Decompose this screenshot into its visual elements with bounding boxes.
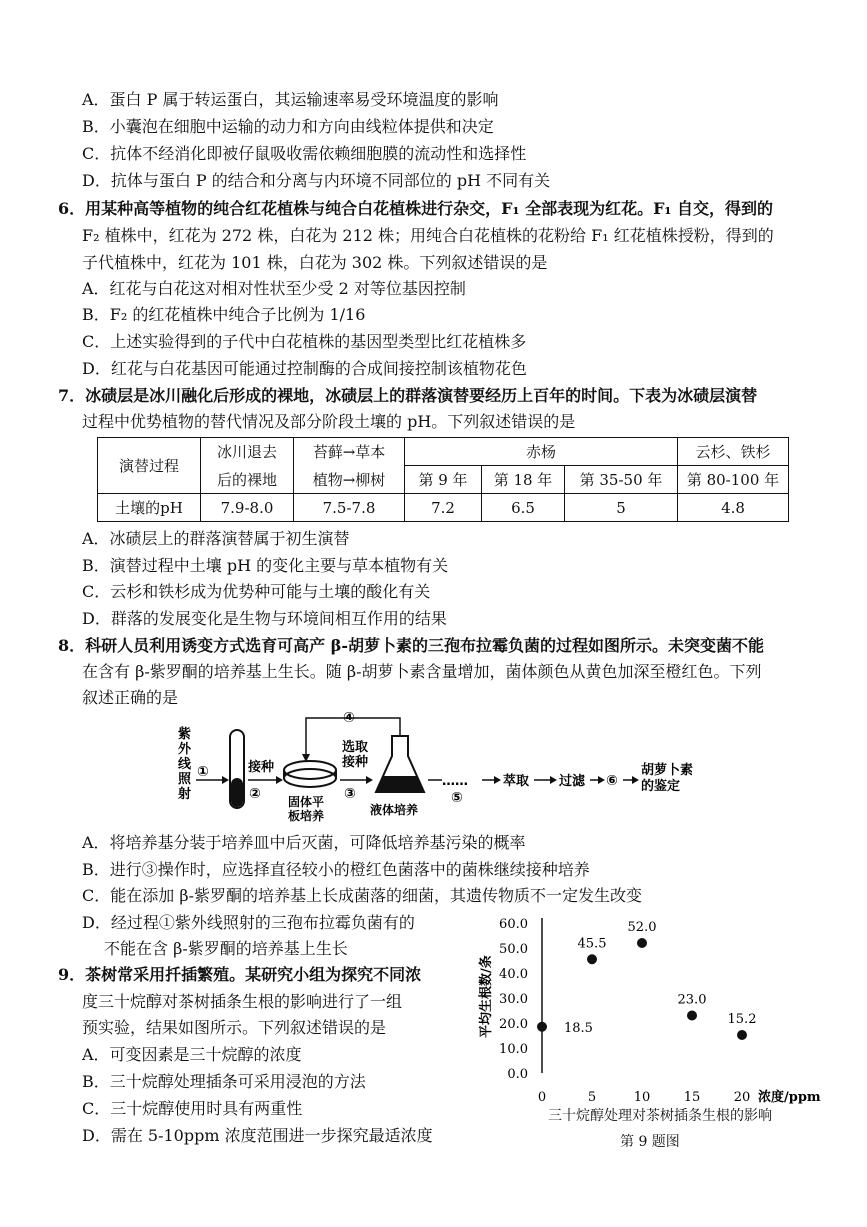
- uv-label-4: 照: [178, 772, 192, 787]
- table-ph-4: 6.5: [482, 494, 565, 522]
- q9-stem-3: 预实验，结果如图所示。下列叙述错误的是: [82, 1018, 387, 1037]
- table-ph-6: 4.8: [678, 494, 789, 522]
- q6-option-d: D．红花与白花基因可能通过控制酶的合成间接控制该植物花色: [82, 359, 527, 378]
- arrow-5b-head: [494, 776, 501, 784]
- select-label-2: 接种: [342, 755, 369, 770]
- table-group-alder: 赤杨: [405, 438, 678, 466]
- uv-label-3: 线: [178, 757, 192, 772]
- q5-option-b: B．小囊泡在细胞中运输的动力和方向由线粒体提供和决定: [82, 117, 494, 136]
- figure-number: 第 9 题图: [620, 1134, 680, 1150]
- q8-option-c: C．能在添加 β-紫罗酮的培养基上长成菌落的细菌，其遗传物质不一定发生改变: [82, 886, 642, 905]
- q7-option-c: C．云杉和铁杉成为优势种可能与土壤的酸化有关: [82, 582, 431, 601]
- q7-stem-1: 7．冰碛层是冰川融化后形成的裸地，冰碛层上的群落演替要经历上百年的时间。下表为冰碛层演替: [58, 386, 758, 405]
- arrow-7-head: [598, 776, 605, 784]
- x-tick-label: 10: [633, 1090, 651, 1105]
- select-label-1: 选取: [342, 740, 369, 755]
- data-label: 23.0: [677, 992, 707, 1008]
- data-point: [587, 954, 597, 964]
- breeding-process-diagram: [170, 708, 730, 828]
- q8-stem-3: 叙述正确的是: [82, 688, 179, 707]
- data-label: 52.0: [627, 920, 657, 935]
- q5-option-d: D．抗体与蛋白 P 的结合和分离与内环境不同部位的 pH 不同有关: [82, 171, 551, 190]
- q6-stem-3: 子代植株中，红花为 101 株，白花为 302 株。下列叙述错误的是: [82, 253, 548, 272]
- flask-icon: [376, 736, 424, 792]
- uv-label-1: 紫: [178, 727, 192, 742]
- q6-stem-2: F₂ 植株中，红花为 272 株，白花为 212 株；用纯合白花植株的花粉给 F₁ 红花植株授粉，得到的: [82, 226, 774, 245]
- x-tick-label: 20: [733, 1090, 751, 1105]
- q6-option-a: A．红花与白花这对相对性状至少受 2 对等位基因控制: [82, 279, 466, 298]
- test-tube-icon: [230, 730, 244, 808]
- dots-label: ……: [442, 774, 468, 789]
- q6-stem-1: 6．用某种高等植物的纯合红花植株与纯合白花植株进行杂交，F₁ 全部表现为红花。F₁ 自交，得到的: [58, 199, 774, 218]
- identify-label-1: 胡萝卜素: [641, 763, 694, 778]
- data-point: [737, 1030, 747, 1040]
- filter-label: 过滤: [559, 774, 586, 789]
- arrow-2-head: [276, 776, 283, 784]
- q6-option-c: C．上述实验得到的子代中白花植株的基因型类型比红花植株多: [82, 332, 527, 351]
- data-label: 45.5: [577, 936, 607, 952]
- table-ph-3: 7.2: [405, 494, 482, 522]
- table-col1-line2: 后的裸地: [201, 466, 294, 494]
- table-ph-label: 土壤的pH: [98, 494, 201, 522]
- y-tick-label: 10.0: [499, 1042, 528, 1057]
- q8-option-a: A．将培养基分装于培养皿中后灭菌，可降低培养基污染的概率: [82, 833, 526, 852]
- q8-option-d-1: D．经过程①紫外线照射的三孢布拉霉负菌有的: [82, 913, 415, 932]
- x-tick-label: 0: [537, 1090, 547, 1105]
- arrow-3-head: [366, 776, 373, 784]
- step-5-label: ⑤: [451, 790, 463, 806]
- step-2-label: ②: [249, 786, 261, 802]
- q8-stem-1: 8．科研人员利用诱变方式选育可高产 β-胡萝卜素的三孢布拉霉负菌的过程如图所示。未突变菌不能: [58, 636, 764, 655]
- x-tick-label: 5: [587, 1090, 597, 1105]
- q9-option-d: D．需在 5-10ppm 浓度范围进一步探究最适浓度: [82, 1126, 433, 1145]
- x-axis-label: 浓度/ppm: [758, 1090, 821, 1105]
- identify-label-2: 的鉴定: [641, 779, 681, 794]
- y-tick-label: 60.0: [499, 917, 528, 932]
- y-axis-label: 平均生根数/条: [479, 955, 494, 1038]
- extract-label: 萃取: [503, 774, 530, 789]
- q5-option-a: A．蛋白 P 属于转运蛋白，其运输速率易受环境温度的影响: [82, 90, 499, 109]
- table-ph-5: 5: [565, 494, 678, 522]
- petri-dish-icon: [284, 761, 336, 787]
- q5-option-c: C．抗体不经消化即被仔鼠吸收需依赖细胞膜的流动性和选择性: [82, 144, 527, 163]
- data-point: [537, 1022, 547, 1032]
- x-tick-label: 15: [683, 1090, 701, 1105]
- q9-option-c: C．三十烷醇使用时具有两重性: [82, 1099, 303, 1118]
- q8-stem-2: 在含有 β-紫罗酮的培养基上生长。随 β-胡萝卜素含量增加，菌体颜色从黄色加深至橙红色。下列: [82, 662, 762, 681]
- step-3-label: ③: [344, 786, 356, 802]
- q7-option-d: D．群落的发展变化是生物与环境间相互作用的结果: [82, 609, 447, 628]
- table-col2-line1: 苔藓→草本: [294, 438, 405, 466]
- step-6-label: ⑥: [606, 773, 618, 789]
- table-col1-line1: 冰川退去: [201, 438, 294, 466]
- data-label: 15.2: [727, 1012, 757, 1027]
- q9-stem-2: 度三十烷醇对茶树插条生根的影响进行了一组: [82, 992, 403, 1011]
- succession-table: [97, 437, 789, 521]
- data-point: [687, 1011, 697, 1021]
- q9-stem-1: 9．茶树常采用扦插繁殖。某研究小组为探究不同浓: [58, 965, 422, 984]
- data-label: 18.5: [564, 1020, 593, 1036]
- q7-option-a: A．冰碛层上的群落演替属于初生演替: [82, 529, 350, 548]
- q9-option-b: B．三十烷醇处理插条可采用浸泡的方法: [82, 1072, 366, 1091]
- y-tick-label: 0.0: [507, 1067, 528, 1082]
- y-tick-label: 50.0: [499, 942, 528, 957]
- table-col2-line2: 植物→柳树: [294, 466, 405, 494]
- arrow-8-head: [632, 776, 639, 784]
- q9-option-a: A．可变因素是三十烷醇的浓度: [82, 1045, 302, 1064]
- q8-option-b: B．进行③操作时，应选择直径较小的橙红色菌落中的菌株继续接种培养: [82, 860, 590, 879]
- q7-option-b: B．演替过程中土壤 pH 的变化主要与草本植物有关: [82, 556, 449, 575]
- table-sub-80-100y: 第 80-100 年: [678, 466, 789, 494]
- y-tick-label: 40.0: [499, 967, 528, 982]
- y-tick-label: 20.0: [499, 1017, 528, 1032]
- step-4-label: ④: [343, 710, 355, 726]
- arrow-6-head: [550, 776, 557, 784]
- uv-label-2: 外: [178, 742, 192, 757]
- step-1-label: ①: [197, 764, 209, 780]
- plate-label-2: 板培养: [288, 809, 325, 823]
- table-sub-18y: 第 18 年: [482, 466, 565, 494]
- table-group-spruce: 云杉、铁杉: [678, 438, 789, 466]
- q7-stem-2: 过程中优势植物的替代情况及部分阶段土壤的 pH。下列叙述错误的是: [82, 412, 576, 431]
- data-point: [637, 938, 647, 948]
- liquid-culture-label: 液体培养: [370, 803, 419, 817]
- table-sub-35-50y: 第 35-50 年: [565, 466, 678, 494]
- q8-option-d-2: 不能在含 β-紫罗酮的培养基上生长: [104, 939, 348, 958]
- inoculate-label: 接种: [248, 760, 275, 775]
- uv-label-5: 射: [178, 787, 192, 802]
- arrow-1-head: [222, 776, 229, 784]
- chart-caption: 三十烷醇处理对茶树插条生根的影响: [548, 1108, 772, 1124]
- plate-label-1: 固体平: [288, 795, 325, 809]
- table-row-header: 演替过程: [98, 438, 201, 494]
- q6-option-b: B．F₂ 的红花植株中纯合子比例为 1/16: [82, 305, 366, 324]
- table-ph-2: 7.5-7.8: [294, 494, 405, 522]
- table-ph-1: 7.9-8.0: [201, 494, 294, 522]
- table-sub-9y: 第 9 年: [405, 466, 482, 494]
- y-tick-label: 30.0: [499, 992, 528, 1007]
